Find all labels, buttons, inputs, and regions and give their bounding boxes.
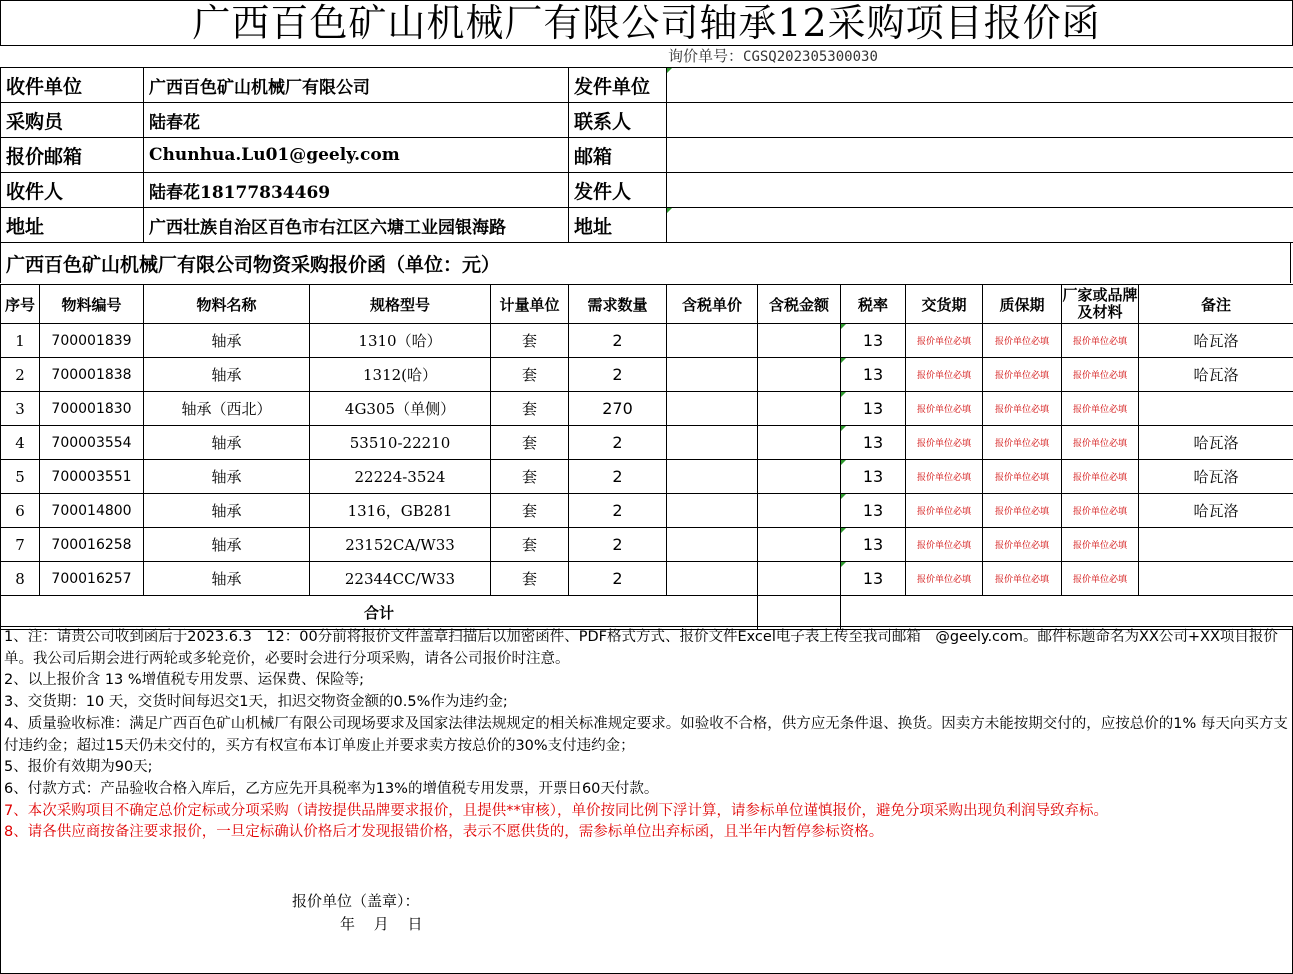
unit[interactable]: 套	[491, 426, 569, 460]
material-code[interactable]: 700014800	[40, 494, 144, 528]
sender-address-cell[interactable]	[667, 208, 1293, 243]
col-header: 厂家或品牌及材料	[1062, 285, 1139, 324]
material-code[interactable]: 700001839	[40, 324, 144, 358]
table-row	[1, 494, 1293, 528]
tax-rate[interactable]: 13	[841, 494, 906, 528]
amount-cell[interactable]	[758, 358, 841, 392]
delivery-cell[interactable]: 报价单位必填	[906, 426, 983, 460]
tax-rate[interactable]: 13	[841, 528, 906, 562]
unit-price-cell[interactable]	[667, 358, 758, 392]
remark-cell[interactable]: 哈瓦洛	[1139, 358, 1293, 392]
quote-email-cell[interactable]: Chunhua.Lu01@geely.com	[144, 138, 569, 173]
contact-info-table	[0, 67, 1293, 243]
material-name[interactable]: 轴承	[144, 324, 310, 358]
row-number: 6	[1, 494, 40, 528]
row-number: 1	[1, 324, 40, 358]
table-row	[1, 324, 1293, 358]
spec[interactable]: 4G305（单侧）	[310, 392, 491, 426]
unit[interactable]: 套	[491, 460, 569, 494]
note-1: 1、注：请贵公司收到函后于2023.6.3 12：00分前将报价文件盖章扫描后以加密函件、PDF格式方式、报价文件Excel电子表上传至我司邮箱 @geely.com。邮件标题命名为XX公司+XX项目报价单。我公司后期会进行两轮或多轮竞价，必要时会进行分项采购，请各公司报价时注意。	[4, 629, 1278, 667]
col-header: 税率	[841, 285, 906, 324]
total-amount-cell[interactable]	[758, 596, 841, 630]
warranty-cell[interactable]: 报价单位必填	[983, 562, 1062, 596]
note-7: 7、本次采购项目不确定总价定标或分项采购（请按提供品牌要求报价，且提供**审核），单价按同比例下浮计算，请参标单位谨慎报价，避免分项采购出现负利润导致弃标。	[4, 802, 1108, 819]
buyer-label: 采购员	[1, 103, 144, 138]
address-label: 地址	[1, 208, 144, 243]
brand-cell[interactable]: 报价单位必填	[1062, 324, 1139, 358]
material-code[interactable]: 700003554	[40, 426, 144, 460]
sender-address-label: 地址	[569, 208, 667, 243]
amount-cell[interactable]	[758, 392, 841, 426]
sender-unit-label: 发件单位	[569, 68, 667, 103]
total-blank-cell	[841, 596, 1293, 630]
buyer-cell[interactable]: 陆春花	[144, 103, 569, 138]
col-header: 含税单价	[667, 285, 758, 324]
sender-cell[interactable]	[667, 173, 1293, 208]
address-cell[interactable]: 广西壮族自治区百色市右江区六塘工业园银海路	[144, 208, 569, 243]
remark-cell[interactable]: 哈瓦洛	[1139, 324, 1293, 358]
delivery-cell[interactable]: 报价单位必填	[906, 460, 983, 494]
delivery-cell[interactable]: 报价单位必填	[906, 392, 983, 426]
table-header-row	[1, 285, 1293, 324]
spec[interactable]: 22344CC/W33	[310, 562, 491, 596]
total-label: 合计	[1, 596, 758, 630]
quantity[interactable]: 2	[569, 426, 667, 460]
sign-date: 年 月 日	[340, 915, 423, 933]
note-5: 5、报价有效期为90天;	[4, 759, 153, 776]
material-name[interactable]: 轴承（西北）	[144, 392, 310, 426]
material-name[interactable]: 轴承	[144, 494, 310, 528]
material-code[interactable]: 700001838	[40, 358, 144, 392]
unit-price-cell[interactable]	[667, 392, 758, 426]
row-number: 8	[1, 562, 40, 596]
spec[interactable]: 53510-22210	[310, 426, 491, 460]
unit[interactable]: 套	[491, 562, 569, 596]
remark-cell[interactable]	[1139, 392, 1293, 426]
unit[interactable]: 套	[491, 494, 569, 528]
note-2: 2、以上报价含 13 %增值税专用发票、运保费、保险等;	[4, 672, 365, 689]
page-title: 广西百色矿山机械厂有限公司轴承12采购项目报价函	[0, 0, 1293, 46]
material-name[interactable]: 轴承	[144, 460, 310, 494]
warranty-cell[interactable]: 报价单位必填	[983, 494, 1062, 528]
delivery-cell[interactable]: 报价单位必填	[906, 358, 983, 392]
quote-unit-seal-label: 报价单位（盖章）：	[292, 892, 420, 910]
warranty-cell[interactable]: 报价单位必填	[983, 460, 1062, 494]
delivery-cell[interactable]: 报价单位必填	[906, 562, 983, 596]
recipient-label: 收件人	[1, 173, 144, 208]
warranty-cell[interactable]: 报价单位必填	[983, 392, 1062, 426]
table-row	[1, 562, 1293, 596]
contact-cell[interactable]	[667, 103, 1293, 138]
tax-rate[interactable]: 13	[841, 324, 906, 358]
contact-label: 联系人	[569, 103, 667, 138]
row-number: 5	[1, 460, 40, 494]
delivery-cell[interactable]: 报价单位必填	[906, 528, 983, 562]
delivery-cell[interactable]: 报价单位必填	[906, 494, 983, 528]
col-header: 质保期	[983, 285, 1062, 324]
material-code[interactable]: 700003551	[40, 460, 144, 494]
spec[interactable]: 1312(哈）	[310, 358, 491, 392]
unit-price-cell[interactable]	[667, 460, 758, 494]
sender-label: 发件人	[569, 173, 667, 208]
tax-rate[interactable]: 13	[841, 392, 906, 426]
col-header: 物料名称	[144, 285, 310, 324]
remark-cell[interactable]: 哈瓦洛	[1139, 426, 1293, 460]
brand-cell[interactable]: 报价单位必填	[1062, 426, 1139, 460]
warranty-cell[interactable]: 报价单位必填	[983, 324, 1062, 358]
col-header: 规格型号	[310, 285, 491, 324]
col-header: 含税金额	[758, 285, 841, 324]
receiver-unit-cell[interactable]: 广西百色矿山机械厂有限公司	[144, 68, 569, 103]
quantity[interactable]: 2	[569, 324, 667, 358]
unit[interactable]: 套	[491, 358, 569, 392]
unit[interactable]: 套	[491, 324, 569, 358]
signature-block	[292, 890, 423, 936]
tax-rate[interactable]: 13	[841, 426, 906, 460]
spec[interactable]: 23152CA/W33	[310, 528, 491, 562]
col-header: 物料编号	[40, 285, 144, 324]
table-row	[1, 460, 1293, 494]
spec[interactable]: 1316，GB281	[310, 494, 491, 528]
recipient-cell[interactable]: 陆春花18177834469	[144, 173, 569, 208]
quantity[interactable]: 2	[569, 494, 667, 528]
quantity[interactable]: 2	[569, 358, 667, 392]
material-code[interactable]: 700016258	[40, 528, 144, 562]
unit[interactable]: 套	[491, 392, 569, 426]
unit[interactable]: 套	[491, 528, 569, 562]
unit-price-cell[interactable]	[667, 324, 758, 358]
row-number: 2	[1, 358, 40, 392]
material-code[interactable]: 700016257	[40, 562, 144, 596]
table-row	[1, 426, 1293, 460]
warranty-cell[interactable]: 报价单位必填	[983, 358, 1062, 392]
sender-unit-cell[interactable]	[667, 68, 1293, 103]
remark-cell[interactable]: 哈瓦洛	[1139, 460, 1293, 494]
warranty-cell[interactable]: 报价单位必填	[983, 426, 1062, 460]
brand-cell[interactable]: 报价单位必填	[1062, 392, 1139, 426]
note-6: 6、付款方式：产品验收合格入库后，乙方应先开具税率为13%的增值税专用发票，开票日60天付款。	[4, 780, 659, 797]
materials-table	[0, 284, 1293, 630]
col-header: 序号	[1, 285, 40, 324]
unit-price-cell[interactable]	[667, 494, 758, 528]
spec[interactable]: 22224-3524	[310, 460, 491, 494]
material-name[interactable]: 轴承	[144, 528, 310, 562]
row-number: 3	[1, 392, 40, 426]
delivery-cell[interactable]: 报价单位必填	[906, 324, 983, 358]
brand-cell[interactable]: 报价单位必填	[1062, 528, 1139, 562]
material-code[interactable]: 700001830	[40, 392, 144, 426]
tax-rate[interactable]: 13	[841, 460, 906, 494]
brand-cell[interactable]: 报价单位必填	[1062, 494, 1139, 528]
receiver-unit-label: 收件单位	[1, 68, 144, 103]
warranty-cell[interactable]: 报价单位必填	[983, 528, 1062, 562]
total-row	[1, 596, 1293, 630]
tax-rate[interactable]: 13	[841, 562, 906, 596]
quantity[interactable]: 2	[569, 562, 667, 596]
row-number: 7	[1, 528, 40, 562]
col-header: 计量单位	[491, 285, 569, 324]
col-header: 备注	[1139, 285, 1293, 324]
unit-price-cell[interactable]	[667, 426, 758, 460]
row-number: 4	[1, 426, 40, 460]
inquiry-number	[668, 46, 878, 66]
terms-notes	[0, 626, 1293, 974]
table-row	[1, 392, 1293, 426]
brand-cell[interactable]: 报价单位必填	[1062, 562, 1139, 596]
amount-cell[interactable]	[758, 426, 841, 460]
quantity[interactable]: 2	[569, 460, 667, 494]
quote-email-label: 报价邮箱	[1, 138, 144, 173]
col-header: 需求数量	[569, 285, 667, 324]
note-4: 4、质量验收标准：满足广西百色矿山机械厂有限公司现场要求及国家法律法规规定的相关标准规定要求。如验收不合格，供方应无条件退、换货。因卖方未能按期交付的，应按总价的1% 每天向买方支付违约金；超过15天仍未交付的，买方有权宣布本订单废止并要求卖方按总价的30%支付违约金；	[4, 715, 1288, 754]
tax-rate[interactable]: 13	[841, 358, 906, 392]
quantity[interactable]: 270	[569, 392, 667, 426]
section-title: 广西百色矿山机械厂有限公司物资采购报价函（单位：元）	[0, 243, 1291, 283]
quantity[interactable]: 2	[569, 528, 667, 562]
material-name[interactable]: 轴承	[144, 358, 310, 392]
amount-cell[interactable]	[758, 528, 841, 562]
material-name[interactable]: 轴承	[144, 426, 310, 460]
table-row	[1, 528, 1293, 562]
material-name[interactable]: 轴承	[144, 562, 310, 596]
email-label: 邮箱	[569, 138, 667, 173]
email-cell[interactable]	[667, 138, 1293, 173]
note-3: 3、交货期：10 天，交货时间每迟交1天，扣迟交物资金额的0.5%作为违约金;	[4, 694, 508, 711]
unit-price-cell[interactable]	[667, 562, 758, 596]
col-header: 交货期	[906, 285, 983, 324]
remark-cell[interactable]	[1139, 562, 1293, 596]
spec[interactable]: 1310（哈）	[310, 324, 491, 358]
note-8: 8、请各供应商按备注要求报价，一旦定标确认价格后才发现报错价格，表示不愿供货的，需参标单位出弃标函，且半年内暂停参标资格。	[4, 824, 884, 841]
inquiry-label: 询价单号：	[668, 47, 744, 65]
inquiry-code[interactable]: CGSQ202305300030	[743, 49, 878, 65]
amount-cell[interactable]	[758, 324, 841, 358]
amount-cell[interactable]	[758, 562, 841, 596]
amount-cell[interactable]	[758, 494, 841, 528]
brand-cell[interactable]: 报价单位必填	[1062, 460, 1139, 494]
remark-cell[interactable]	[1139, 528, 1293, 562]
unit-price-cell[interactable]	[667, 528, 758, 562]
remark-cell[interactable]: 哈瓦洛	[1139, 494, 1293, 528]
amount-cell[interactable]	[758, 460, 841, 494]
brand-cell[interactable]: 报价单位必填	[1062, 358, 1139, 392]
table-row	[1, 358, 1293, 392]
